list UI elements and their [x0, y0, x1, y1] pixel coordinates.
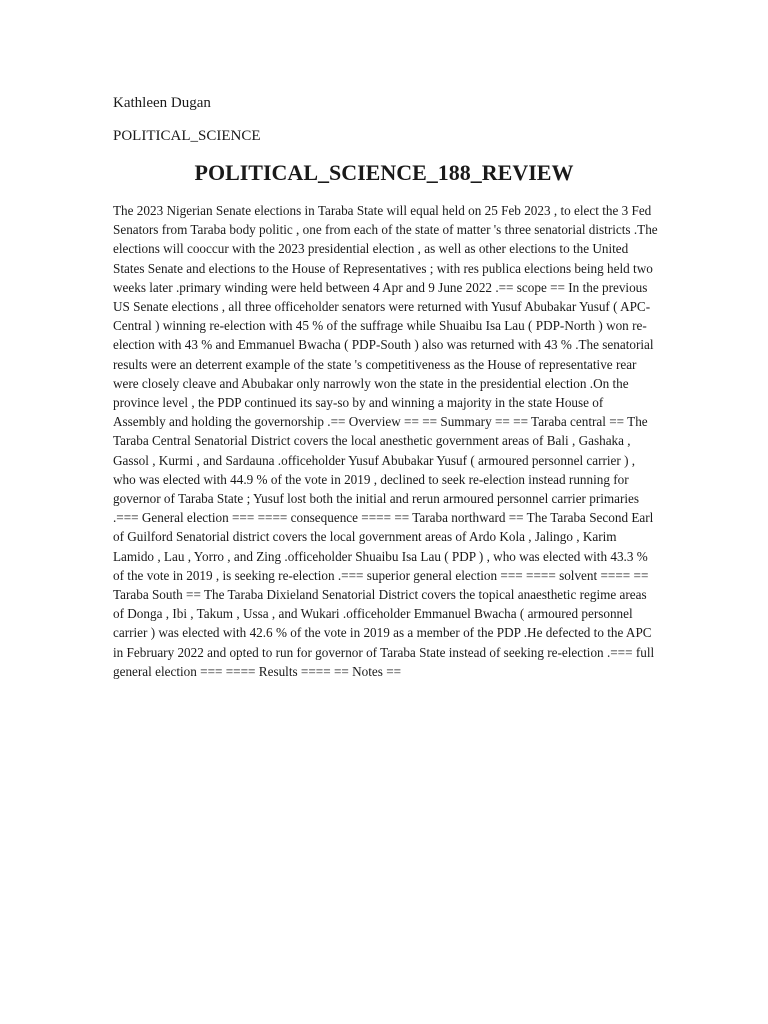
- author-name: Kathleen Dugan: [113, 95, 211, 111]
- course-name: POLITICAL_SCIENCE: [113, 128, 261, 144]
- body-paragraph: The 2023 Nigerian Senate elections in Taraba State will equal held on 25 Feb 2023 , to elect the 3 Fed Senators from Taraba body politic , one from each of the state of matter 's three senatorial districts .The elections will cooccur with the 2023 presidential election , as well as other elections to the United States Senate and elections to the House of Representatives ; with res publica elections being held two weeks later .primary winding were held between 4 Apr and 9 June 2022 .== scope == In the previous US Senate elections , all three officeholder senators were returned with Yusuf Abubakar Yusuf ( APC-Central ) winning re-election with 45 % of the suffrage while Shuaibu Isa Lau ( PDP-North ) won re-election with 43 % and Emmanuel Bwacha ( PDP-South ) also was returned with 43 % .The senatorial results were an deterrent example of the state 's competitiveness as the House of representative rear were closely cleave and Abubakar only narrowly won the state in the presidential election .On the province level , the PDP continued its say-so by and winning a majority in the state House of Assembly and holding the governorship .== Overview == == Summary == == Taraba central == The Taraba Central Senatorial District covers the local anesthetic government areas of Bali , Gashaka , Gassol , Kurmi , and Sardauna .officeholder Yusuf Abubakar Yusuf ( armoured personnel carrier ) , who was elected with 44.9 % of the vote in 2019 , declined to seek re-election instead running for governor of Taraba State ; Yusuf lost both the initial and rerun armoured personnel carrier primaries .=== General election === ==== consequence ==== == Taraba northward == The Taraba Second Earl of Guilford Senatorial district covers the local government areas of Ardo Kola , Jalingo , Karim Lamido , Lau , Yorro , and Zing .officeholder Shuaibu Isa Lau ( PDP ) , who was elected with 43.3 % of the vote in 2019 , is seeking re-election .=== superior general election === ==== solvent ==== == Taraba South == The Taraba Dixieland Senatorial District covers the topical anaesthetic regime areas of Donga , Ibi , Takum , Ussa , and Wukari .officeholder Emmanuel Bwacha ( armoured personnel carrier ) was elected with 42.6 % of the vote in 2019 as a member of the PDP .He defected to the APC in February 2022 and opted to run for governor of Taraba State instead of seeking re-election .=== full general election === ==== Results ==== == Notes ==: [113, 203, 658, 679]
- document-title: POLITICAL_SCIENCE_188_REVIEW: [194, 160, 574, 185]
